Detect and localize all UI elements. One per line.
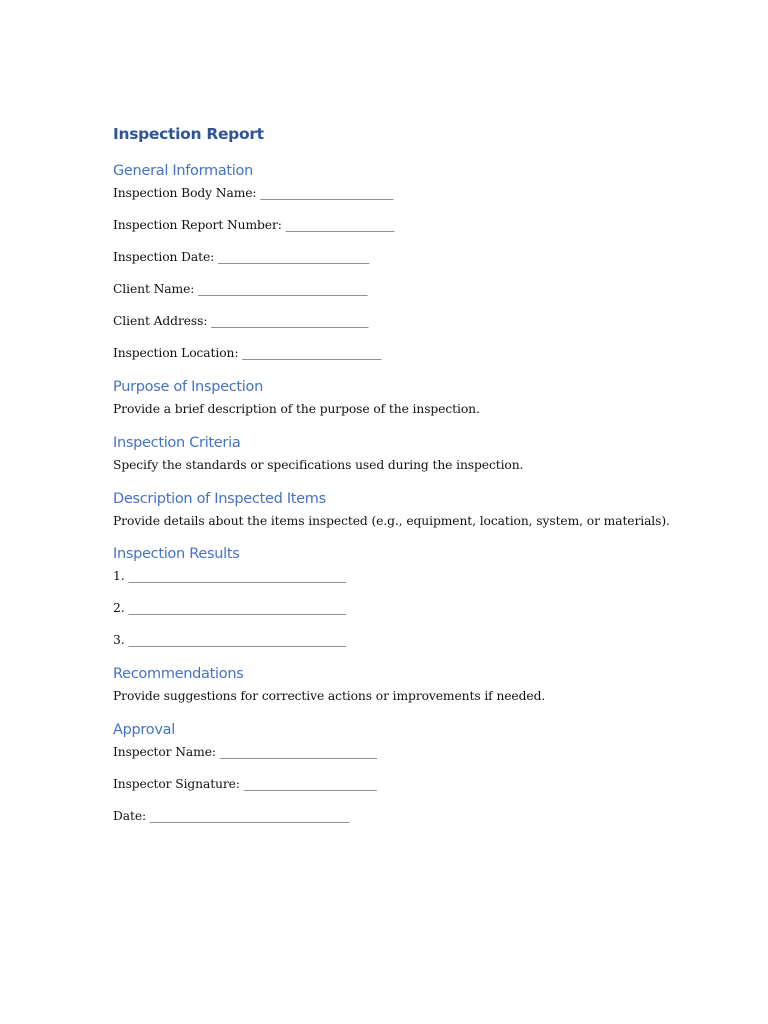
field-inspection-location: Inspection Location: _______________________ (113, 346, 382, 360)
heading-inspection-criteria: Inspection Criteria (113, 435, 241, 451)
field-approval-date: Date: _________________________________ (113, 809, 350, 823)
field-inspection-report-number: Inspection Report Number: __________________ (113, 218, 395, 232)
result-item-1: 1. ____________________________________ (113, 569, 347, 583)
criteria-text: Specify the standards or specifications used during the inspection. (113, 458, 524, 472)
recommendations-text: Provide suggestions for corrective actions or improvements if needed. (113, 689, 546, 703)
field-inspector-signature: Inspector Signature: ______________________ (113, 777, 377, 791)
heading-recommendations: Recommendations (113, 666, 244, 682)
document-title: Inspection Report (113, 125, 264, 143)
heading-description-of-inspected-items: Description of Inspected Items (113, 491, 326, 507)
field-inspection-date: Inspection Date: _________________________ (113, 250, 370, 264)
heading-purpose-of-inspection: Purpose of Inspection (113, 379, 263, 395)
field-client-address: Client Address: __________________________ (113, 314, 369, 328)
purpose-text: Provide a brief description of the purpose of the inspection. (113, 402, 480, 416)
result-item-2: 2. ____________________________________ (113, 601, 347, 615)
field-inspection-body-name: Inspection Body Name: ______________________ (113, 186, 394, 200)
heading-approval: Approval (113, 722, 175, 738)
field-client-name: Client Name: ____________________________ (113, 282, 368, 296)
description-text: Provide details about the items inspected (e.g., equipment, location, system, or materials). (113, 514, 670, 528)
field-inspector-name: Inspector Name: __________________________ (113, 745, 377, 759)
heading-inspection-results: Inspection Results (113, 546, 240, 562)
result-item-3: 3. ____________________________________ (113, 633, 347, 647)
heading-general-information: General Information (113, 163, 253, 179)
